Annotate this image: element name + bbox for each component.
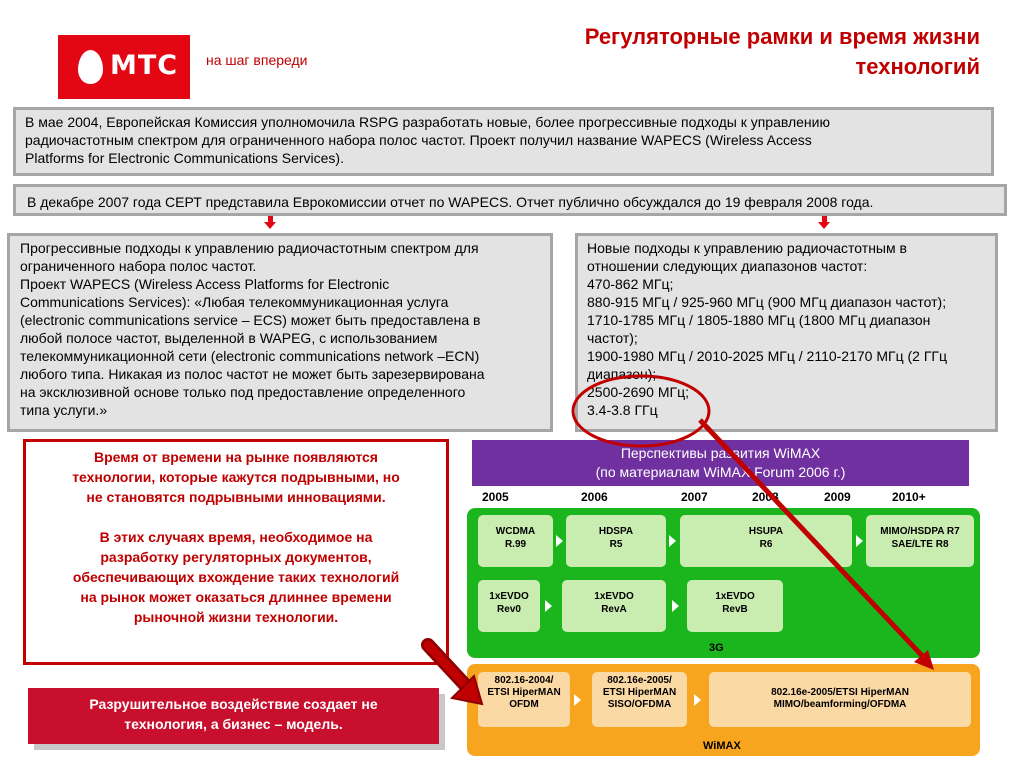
cell-line: R5 xyxy=(609,539,623,550)
cell-line: 802.16e-2005/ETSI HiperMAN xyxy=(771,687,909,698)
box1-line: радиочастотным спектром для ограниченного набора полос частот. Проект получил название WAPECS (Wireless Access xyxy=(25,132,812,148)
box4-line: 1710-1785 МГц / 1805-1880 МГц (1800 МГц диапазон xyxy=(587,312,931,328)
box3-line: ограниченного набора полос частот. xyxy=(20,258,257,274)
box3-line: любой полосе частот, выделенной в WAPEG, с использованием xyxy=(20,330,438,346)
big-arrow-shaft-inner xyxy=(428,645,468,688)
cell-line: RevA xyxy=(601,604,627,615)
note-line: на рынок может оказаться длиннее времени xyxy=(80,589,392,605)
band-wimax-label: WiMAX xyxy=(703,740,741,752)
band-3g-label: 3G xyxy=(709,642,724,654)
box3-line: Проект WAPECS (Wireless Access Platforms for Electronic xyxy=(20,276,390,292)
cell-line: R6 xyxy=(759,539,773,550)
box3-line: Communications Services): «Любая телекоммуникационная услуга xyxy=(20,294,449,310)
box3-line: Прогрессивные подходы к управлению радиочастотным спектром для xyxy=(20,240,479,256)
box4-line: Новые подходы к управлению радиочастотным в xyxy=(587,240,907,256)
cell-line: HSUPA xyxy=(748,526,784,537)
box3-line: любого типа. Никакая из полос частот не может быть зарезервирована xyxy=(20,366,485,382)
cell-line: 802.16e-2005/ xyxy=(607,675,672,686)
cell-line: SISO/OFDMA xyxy=(607,699,672,710)
note-line: разработку регуляторных документов, xyxy=(100,549,372,565)
cell-line: 1xEVDO xyxy=(715,591,755,602)
note-line: не становятся подрывными инновациями. xyxy=(86,489,386,505)
year-label: 2007 xyxy=(681,490,708,504)
box4-line: 1900-1980 МГц / 2010-2025 МГц / 2110-2170 МГц (2 ГГц xyxy=(587,348,948,364)
note-line: технологии, которые кажутся подрывными, но xyxy=(72,469,400,485)
box4-line: отношении следующих диапазонов частот: xyxy=(587,258,868,274)
box4-line: 2500-2690 МГц; xyxy=(587,384,689,400)
year-label: 2009 xyxy=(824,490,851,504)
note-line: В этих случаях время, необходимое на xyxy=(99,529,373,545)
box4-line: 3.4-3.8 ГГц xyxy=(587,402,658,418)
cell-line: Rev0 xyxy=(497,604,521,615)
logo-brand-text: МТС xyxy=(110,50,179,81)
box3-line: телекоммуникационной сети (electronic communications network –ECN) xyxy=(20,348,480,364)
highlight-ellipse xyxy=(573,376,709,446)
box4-line: частот); xyxy=(587,330,638,346)
cell-line: WCDMA xyxy=(495,526,536,537)
box4-line: 880-915 МГц / 925-960 МГц (900 МГц диапазон частот); xyxy=(587,294,947,310)
cell-line: ETSI HiperMAN xyxy=(602,687,677,698)
cell-line: 1xEVDO xyxy=(489,591,529,602)
cell-line: MIMO/HSDPA R7 xyxy=(880,526,960,537)
cell-line: 1xEVDO xyxy=(594,591,634,602)
box4-line: 470-862 МГц; xyxy=(587,276,674,292)
box1-line: В мае 2004, Европейская Комиссия уполномочила RSPG разработать новые, более прогрессивные подходы к управлению xyxy=(25,114,830,130)
cell-line: SAE/LTE R8 xyxy=(891,539,949,550)
title-text: Регуляторные рамки и время жизни технологий xyxy=(584,24,980,79)
note-line: обеспечивающих вхождение таких технологий xyxy=(72,569,400,585)
cell-line: ETSI HiperMAN xyxy=(487,687,561,698)
cell-line: HDSPA xyxy=(598,526,634,537)
connector-line xyxy=(700,420,928,662)
cell-line: RevB xyxy=(722,604,748,615)
slogan: на шаг впереди xyxy=(206,52,308,68)
year-label: 2008 xyxy=(752,490,779,504)
year-label: 2005 xyxy=(482,490,509,504)
cell-line: OFDM xyxy=(509,699,539,710)
cell-line: MIMO/beamforming/OFDMA xyxy=(773,699,907,710)
wimax-heading-line: Перспективы развития WiMAX xyxy=(620,445,821,461)
note-line: рыночной жизни технологии. xyxy=(133,609,339,625)
box3-line: типа услуги.» xyxy=(20,402,108,418)
cell-line: R.99 xyxy=(504,539,527,550)
year-label: 2010+ xyxy=(892,490,926,504)
note-line: Время от времени на рынке появляются xyxy=(94,449,378,465)
box3-line: на эксклюзивной основе только под предоставление определенного xyxy=(20,384,466,400)
box1-line: Platforms for Electronic Communications Services). xyxy=(25,150,344,166)
cell-line: 802.16-2004/ xyxy=(494,675,554,686)
callout-line: Разрушительное воздействие создает не xyxy=(89,696,378,712)
box4-line: диапазон); xyxy=(587,366,657,382)
year-label: 2006 xyxy=(581,490,608,504)
box2-text: В декабре 2007 года СЕРТ представила Еврокомиссии отчет по WAPECS. Отчет публично обсуждался до 19 февраля 2008 года. xyxy=(27,194,874,210)
wimax-heading-line: (по материалам WiMAX Forum 2006 г.) xyxy=(595,464,846,480)
callout-line: технология, а бизнес – модель. xyxy=(124,716,343,732)
box3-line: (electronic communications service – ECS) может быть предоставлена в xyxy=(20,312,481,328)
